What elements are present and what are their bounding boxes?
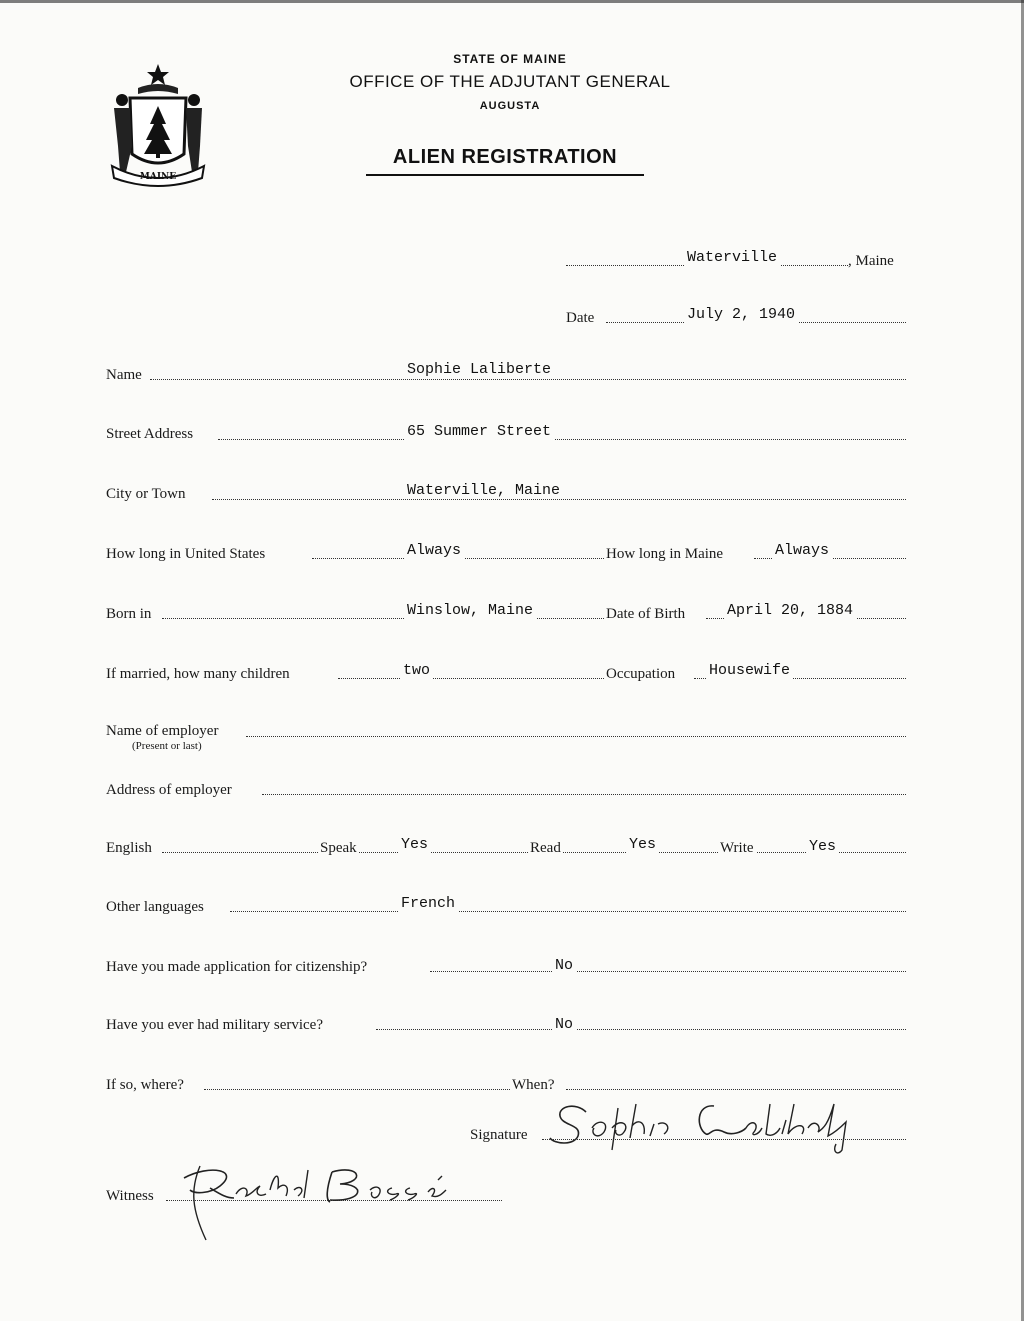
city-label: City or Town xyxy=(106,486,186,502)
read-value: Yes xyxy=(626,836,659,853)
employer-address-field-line xyxy=(262,794,906,795)
street-address-value: 65 Summer Street xyxy=(404,423,554,440)
street-address-label: Street Address xyxy=(106,426,194,442)
employer-sublabel: (Present or last) xyxy=(132,740,202,752)
us-duration-label: How long in United States xyxy=(106,546,266,562)
date-of-birth-label: Date of Birth xyxy=(606,606,686,622)
date-value: July 2, 1940 xyxy=(684,306,798,323)
maine-duration-value: Always xyxy=(772,542,832,559)
form-title: ALIEN REGISTRATION xyxy=(392,146,618,168)
witness-signature-handwritten xyxy=(170,1160,470,1244)
date-label: Date xyxy=(566,310,595,326)
born-in-label: Born in xyxy=(106,606,152,622)
office-heading: OFFICE OF THE ADJUTANT GENERAL xyxy=(349,72,671,91)
name-value: Sophie Laliberte xyxy=(404,361,554,378)
street-address-field-line xyxy=(218,439,906,440)
children-value: two xyxy=(400,662,433,679)
city-value: Waterville, Maine xyxy=(404,482,563,499)
military-service-value: No xyxy=(552,1016,576,1033)
other-languages-value: French xyxy=(398,895,458,912)
state-heading: STATE OF MAINE xyxy=(453,52,567,66)
signature-handwritten xyxy=(546,1098,886,1154)
title-underline xyxy=(366,174,644,176)
employer-address-label: Address of employer xyxy=(106,782,232,798)
place-value: Waterville xyxy=(684,249,780,266)
us-duration-value: Always xyxy=(404,542,464,559)
date-of-birth-value: April 20, 1884 xyxy=(724,602,856,619)
employer-field-line xyxy=(246,736,906,737)
name-field-line xyxy=(150,379,906,380)
state-of-maine-seal xyxy=(108,62,218,190)
citizenship-value: No xyxy=(552,957,576,974)
speak-value: Yes xyxy=(398,836,431,853)
occupation-value: Housewife xyxy=(706,662,793,679)
military-service-label: Have you ever had military service? xyxy=(106,1017,323,1033)
name-label: Name xyxy=(106,367,142,383)
city-heading: AUGUSTA xyxy=(479,100,541,112)
employer-label: Name of employer xyxy=(106,723,219,739)
witness-label: Witness xyxy=(106,1188,154,1204)
write-label: Write xyxy=(720,840,754,856)
born-in-value: Winslow, Maine xyxy=(404,602,536,619)
city-field-line xyxy=(212,499,906,500)
where-field-line xyxy=(204,1089,510,1090)
signature-label: Signature xyxy=(470,1127,528,1143)
write-value: Yes xyxy=(806,838,839,855)
citizenship-label: Have you made application for citizenship? xyxy=(106,959,368,975)
children-label: If married, how many children xyxy=(106,666,290,682)
speak-label: Speak xyxy=(320,840,357,856)
other-languages-field-line xyxy=(230,911,906,912)
occupation-label: Occupation xyxy=(606,666,676,682)
when-label: When? xyxy=(512,1077,555,1093)
when-field-line xyxy=(566,1089,906,1090)
military-service-field-line xyxy=(376,1029,906,1030)
born-in-field-line xyxy=(162,618,604,619)
scan-edge-top xyxy=(0,0,1024,3)
citizenship-field-line xyxy=(430,971,906,972)
read-label: Read xyxy=(530,840,561,856)
other-languages-label: Other languages xyxy=(106,899,204,915)
children-field-line xyxy=(338,678,604,679)
english-label: English xyxy=(106,840,152,856)
svg-text:MAINE: MAINE xyxy=(139,172,177,182)
maine-duration-label: How long in Maine xyxy=(606,546,724,562)
where-label: If so, where? xyxy=(106,1077,184,1093)
place-suffix-label: , Maine xyxy=(848,253,894,269)
